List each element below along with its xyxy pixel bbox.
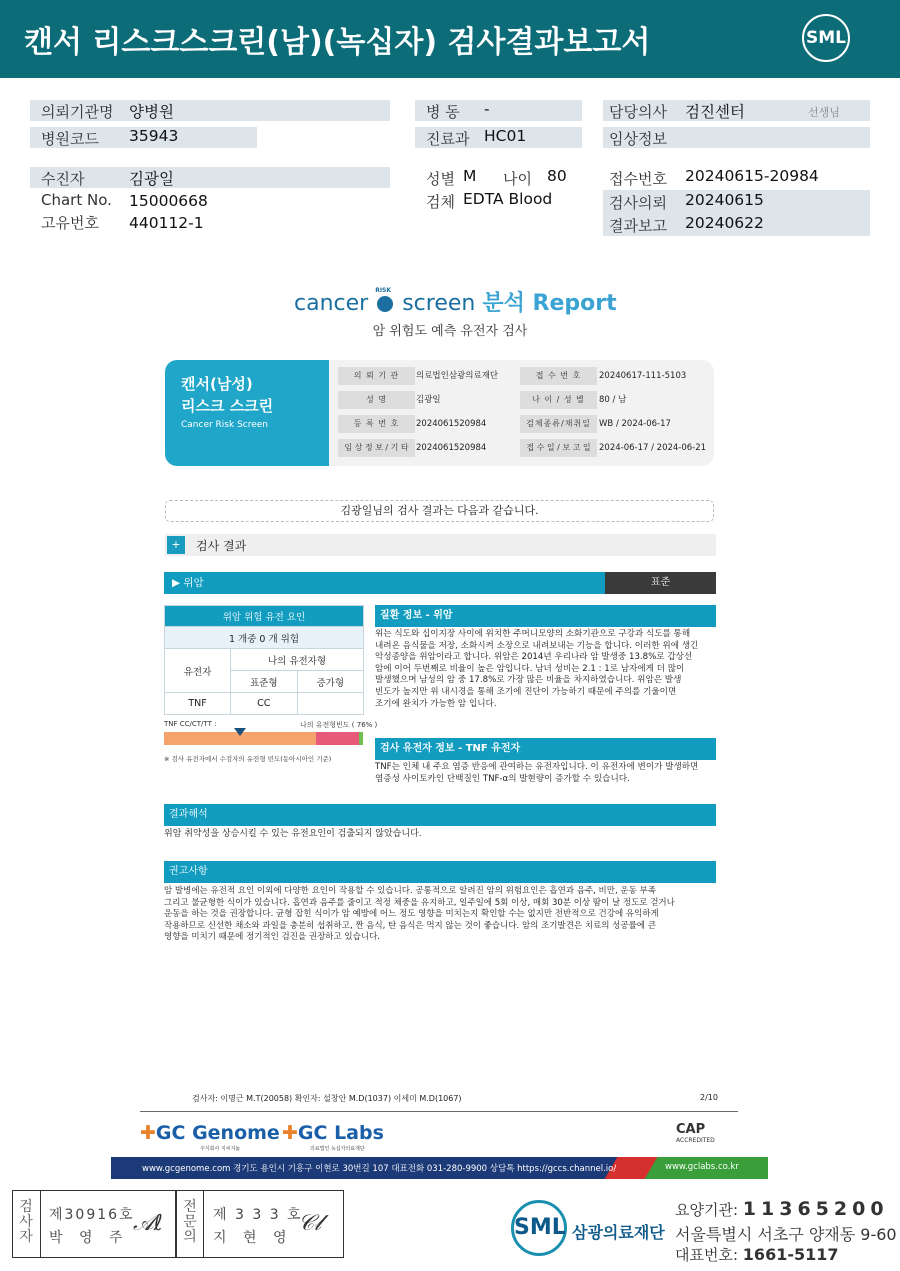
cancer-risk-screen-brand bbox=[294, 286, 617, 317]
footer-divider bbox=[140, 1111, 738, 1112]
gc-labs-text: GC Labs bbox=[297, 1122, 384, 1144]
specimen-label: 검체 bbox=[426, 193, 455, 211]
card-label: 접 수 번 호 bbox=[520, 367, 597, 385]
advice-line: 작용하므로 신선한 채소와 과일을 충분히 섭취하고, 짠 음식, 탄 음식은 먹지 않는 것이 좋습니다. 암의 조기발견은 치료의 성공률에 큰 bbox=[164, 920, 656, 931]
report-subtitle: 암 위험도 예측 유전자 검사 bbox=[372, 324, 528, 339]
cap-logo: CAP bbox=[676, 1122, 706, 1137]
genotype-frequency-label: 나의 유전형빈도 ( 76% ) bbox=[300, 721, 378, 729]
gene-info-line: TNF는 인체 내 주요 염증 반응에 관여하는 유전자입니다. 이 유전자에 변이가 발생하면 bbox=[375, 762, 699, 772]
report-date-label: 결과보고 bbox=[609, 217, 667, 235]
gene-info-title: 검사 유전자 정보 - TNF 유전자 bbox=[375, 738, 716, 760]
gc-genome-text: GC Genome bbox=[155, 1122, 280, 1144]
checker-label bbox=[17, 1200, 35, 1245]
hosp-code-label: 병원코드 bbox=[41, 130, 99, 148]
gene-standard-value: CC bbox=[231, 693, 298, 715]
sml-footer-logo: SML bbox=[511, 1200, 567, 1256]
gc-genome-logo bbox=[140, 1122, 280, 1144]
result-folder-icon: + bbox=[167, 536, 185, 554]
card-title-2: 리스크 스크린 bbox=[181, 397, 274, 415]
advice-line: 그리고 불균형한 식이가 있습니다. 흡연과 음주를 줄이고 적정 체중을 유지하고, 일주일에 5회 이상, 매회 30분 이상 땀이 날 정도로 걷거나 bbox=[164, 897, 675, 908]
brand-cancer: cancer bbox=[294, 291, 369, 316]
ward-value: - bbox=[484, 100, 490, 118]
brand-screen: screen bbox=[402, 291, 476, 316]
frequency-note: ※ 검사 유전자에서 수검자의 유전형 빈도(동아시아인 기준) bbox=[164, 755, 332, 763]
card-label: 임 상 정 보 / 기 타 bbox=[338, 439, 415, 457]
card-label: 성 명 bbox=[338, 391, 415, 409]
frequency-marker-icon bbox=[234, 728, 246, 736]
sex-label: 성별 bbox=[426, 170, 455, 188]
disease-line: 내려온 음식물을 저장, 소화시켜 소장으로 내려보내는 기능을 합니다. 이러한 위에 생긴 bbox=[375, 640, 699, 651]
doctor-value: 검진센터 bbox=[685, 103, 745, 121]
receipt-label: 접수번호 bbox=[609, 170, 667, 188]
advice-line: 영향을 미치기 때문에 정기적인 검진을 권장하고 있습니다. bbox=[164, 932, 380, 943]
expert-signature-icon: 𝒞𝓁 bbox=[298, 1211, 322, 1236]
sex-value: M bbox=[463, 167, 477, 185]
card-value: 김광일 bbox=[416, 395, 441, 405]
frequency-bar bbox=[164, 732, 363, 745]
section-stomach-cancer: ▶ 위암 bbox=[164, 572, 605, 594]
card-title-1: 캔서(남성) bbox=[181, 375, 253, 393]
result-title: 검사 결과 bbox=[196, 539, 247, 553]
frequency-bar-green bbox=[359, 732, 363, 745]
signers: 검사자: 이명근 M.T(20058) 확인자: 설창안 M.D(1037) 이세미 M.D(1067) bbox=[192, 1094, 462, 1103]
checker-label-char: 사 bbox=[19, 1214, 33, 1230]
increase-label: 증가형 bbox=[297, 671, 364, 693]
checker-name: 박 영 주 bbox=[49, 1230, 129, 1246]
ward-label: 병 동 bbox=[426, 103, 460, 121]
disease-line: 빈도가 높지만 위 내시경을 통해 조기에 진단이 가능하기 때문에 주의를 기울이면 bbox=[375, 686, 677, 697]
card-value: 의료법인삼광의료재단 bbox=[416, 371, 499, 381]
expert-label-char: 의 bbox=[183, 1229, 197, 1245]
card-value: 80 / 남 bbox=[599, 395, 627, 405]
gene-info-text bbox=[375, 762, 720, 785]
specimen-value: EDTA Blood bbox=[463, 190, 553, 208]
page-number: 2/10 bbox=[700, 1093, 718, 1102]
card-label: 등 록 번 호 bbox=[338, 415, 415, 433]
risk-gene-table bbox=[164, 605, 364, 715]
patient-label: 수진자 bbox=[41, 170, 85, 188]
card-value: 2024061520984 bbox=[416, 419, 487, 429]
gc-cross-icon: ✚ bbox=[140, 1122, 156, 1144]
table-count: 1 개중 0 개 위험 bbox=[165, 627, 364, 649]
report-title: 캔서 리스크스크린(남)(녹십자) 검사결과보고서 bbox=[24, 25, 651, 60]
receipt-value: 20240615-20984 bbox=[685, 167, 819, 185]
gc-cross-icon: ✚ bbox=[282, 1122, 298, 1144]
report-date-value: 20240622 bbox=[685, 214, 764, 232]
checker-label-char: 자 bbox=[19, 1229, 33, 1245]
chart-value: 15000668 bbox=[129, 192, 208, 210]
inst-tel-label: 대표번호: bbox=[675, 1246, 739, 1264]
checker-signature-icon: 𝒜ℓ bbox=[133, 1211, 163, 1236]
advice-title: 권고사항 bbox=[164, 861, 716, 883]
disease-line: 암에 이어 두번째로 비율이 높은 암입니다. 남녀 성비는 2.1 : 1로 남자에게 더 많이 bbox=[375, 663, 685, 674]
table-header: 위암 위험 유전 요인 bbox=[165, 606, 364, 627]
gc-labs-sub: 의료법인 녹십자의료재단 bbox=[310, 1146, 365, 1152]
signature-stamp bbox=[12, 1190, 344, 1258]
expert-name: 지 현 영 bbox=[213, 1230, 293, 1246]
interpretation-title: 결과해석 bbox=[164, 804, 716, 826]
card-label: 나 이 / 성 별 bbox=[520, 391, 597, 409]
advice-line: 암 발병에는 유전적 요인 이외에 다양한 요인이 작용할 수 있습니다. 공통적으로 알려진 암의 위험요인은 흡연과 음주, 비만, 운동 부족 bbox=[164, 886, 656, 896]
expert-label-char: 전 bbox=[183, 1199, 197, 1215]
gene-info-line: 염증성 사이토카인 단백질인 TNF-α의 발현량이 증가할 수 있습니다. bbox=[375, 773, 630, 784]
brand-risk-icon bbox=[375, 287, 393, 312]
inst-tel-value: 1661-5117 bbox=[742, 1245, 839, 1264]
dept-value: HC01 bbox=[484, 127, 527, 145]
standard-label: 표준형 bbox=[231, 671, 298, 693]
header-bar bbox=[0, 0, 900, 78]
chart-label: Chart No. bbox=[41, 191, 112, 209]
card-label: 접 수 일 / 보 고 일 bbox=[520, 439, 597, 457]
card-value: 2024-06-17 / 2024-06-21 bbox=[599, 443, 707, 453]
dept-label: 진료과 bbox=[426, 130, 470, 148]
inst-code-label: 요양기관: bbox=[675, 1201, 739, 1219]
disease-line: 조기에 완치가 가능한 암 입니다. bbox=[375, 698, 497, 709]
expert-label-char: 문 bbox=[183, 1214, 197, 1230]
frequency-bar-pink bbox=[316, 732, 359, 745]
org-value: 양병원 bbox=[129, 103, 174, 121]
hosp-code-value: 35943 bbox=[129, 127, 179, 145]
card-label: 의 뢰 기 관 bbox=[338, 367, 415, 385]
brand-suffix: 분석 Report bbox=[482, 291, 617, 316]
card-value: 2024061520984 bbox=[416, 443, 487, 453]
request-value: 20240615 bbox=[685, 191, 764, 209]
cap-sub: ACCREDITED bbox=[676, 1137, 715, 1144]
disease-info-text bbox=[375, 629, 720, 710]
checker-label-char: 검 bbox=[19, 1199, 33, 1215]
patient-value: 김광일 bbox=[129, 170, 174, 188]
card-title-en: Cancer Risk Screen bbox=[181, 420, 269, 430]
sml-name: 삼광의료재단 bbox=[572, 1223, 665, 1242]
advice-text bbox=[164, 886, 724, 944]
patient-card bbox=[165, 360, 714, 466]
uid-value: 440112-1 bbox=[129, 214, 204, 232]
tnf-caption: TNF CC/CT/TT : bbox=[164, 720, 217, 728]
disease-line: 위는 식도와 십이지장 사이에 위치한 주머니모양의 소화기관으로 구강과 식도를 통해 bbox=[375, 629, 691, 639]
uid-label: 고유번호 bbox=[41, 214, 99, 232]
card-label: 검체종류/채취일 bbox=[520, 415, 597, 433]
expert-number: 제 3 3 3 호 bbox=[213, 1207, 303, 1223]
gene-increase-value bbox=[297, 693, 364, 715]
my-genotype-label: 나의 유전자형 bbox=[231, 649, 364, 671]
result-header bbox=[165, 534, 716, 556]
doctor-label: 담당의사 bbox=[609, 103, 667, 121]
greeting-box: 김광일님의 검사 결과는 다음과 같습니다. bbox=[165, 500, 714, 522]
institution-address: 서울특별시 서초구 양재동 9-60 bbox=[675, 1225, 897, 1244]
disease-line: 악성종양을 위암이라고 합니다. 위암은 2014년 우리나라 암 발생중 13.8%로 갑상선 bbox=[375, 652, 693, 663]
checker-number: 제30916호 bbox=[49, 1207, 135, 1223]
org-label: 의뢰기관명 bbox=[41, 103, 114, 121]
card-left-panel bbox=[165, 360, 329, 466]
advice-line: 운동을 하는 것을 권장합니다. 균형 잡힌 식이가 암 예방에 어느 정도 영향을 미치는지 확인할 수는 없지만 전반적으로 건강에 유익하게 bbox=[164, 909, 659, 920]
disease-info-title: 질환 정보 - 위암 bbox=[375, 605, 716, 627]
clinical-label: 임상정보 bbox=[609, 130, 667, 148]
doctor-suffix: 선생님 bbox=[808, 106, 840, 119]
age-label: 나이 bbox=[503, 170, 532, 188]
brand-risk: RISK bbox=[375, 287, 392, 294]
expert-label bbox=[181, 1200, 199, 1245]
inst-code-value: 11365200 bbox=[742, 1198, 889, 1220]
interpretation-text: 위암 취약성을 상승시킬 수 있는 유전요인이 검출되지 않았습니다. bbox=[164, 829, 422, 839]
age-value: 80 bbox=[547, 167, 567, 185]
institution-phone bbox=[675, 1244, 839, 1265]
institution-code bbox=[675, 1198, 889, 1220]
card-value: WB / 2024-06-17 bbox=[599, 419, 671, 429]
contact-band-text: www.gcgenome.com 경기도 용인시 기흥구 이현로 30번길 107 대표전화 031-280-9900 상담톡 https://gccs.channel.io/ bbox=[142, 1164, 617, 1174]
request-label: 검사의뢰 bbox=[609, 194, 667, 212]
gc-labs-logo bbox=[282, 1122, 384, 1144]
card-value: 20240617-111-5103 bbox=[599, 371, 687, 381]
gene-name: TNF bbox=[165, 693, 231, 715]
gene-label: 유전자 bbox=[165, 649, 231, 693]
standard-badge: 표준 bbox=[605, 572, 716, 594]
gc-genome-sub: 주식회사 지씨지놈 bbox=[200, 1146, 241, 1152]
sml-logo: SML bbox=[802, 14, 850, 62]
disease-line: 발생했으며 남성의 암 중 17.8%로 가장 많은 비율을 차지하였습니다. 위암은 발생 bbox=[375, 675, 682, 686]
contact-band-url: www.gclabs.co.kr bbox=[665, 1162, 739, 1172]
